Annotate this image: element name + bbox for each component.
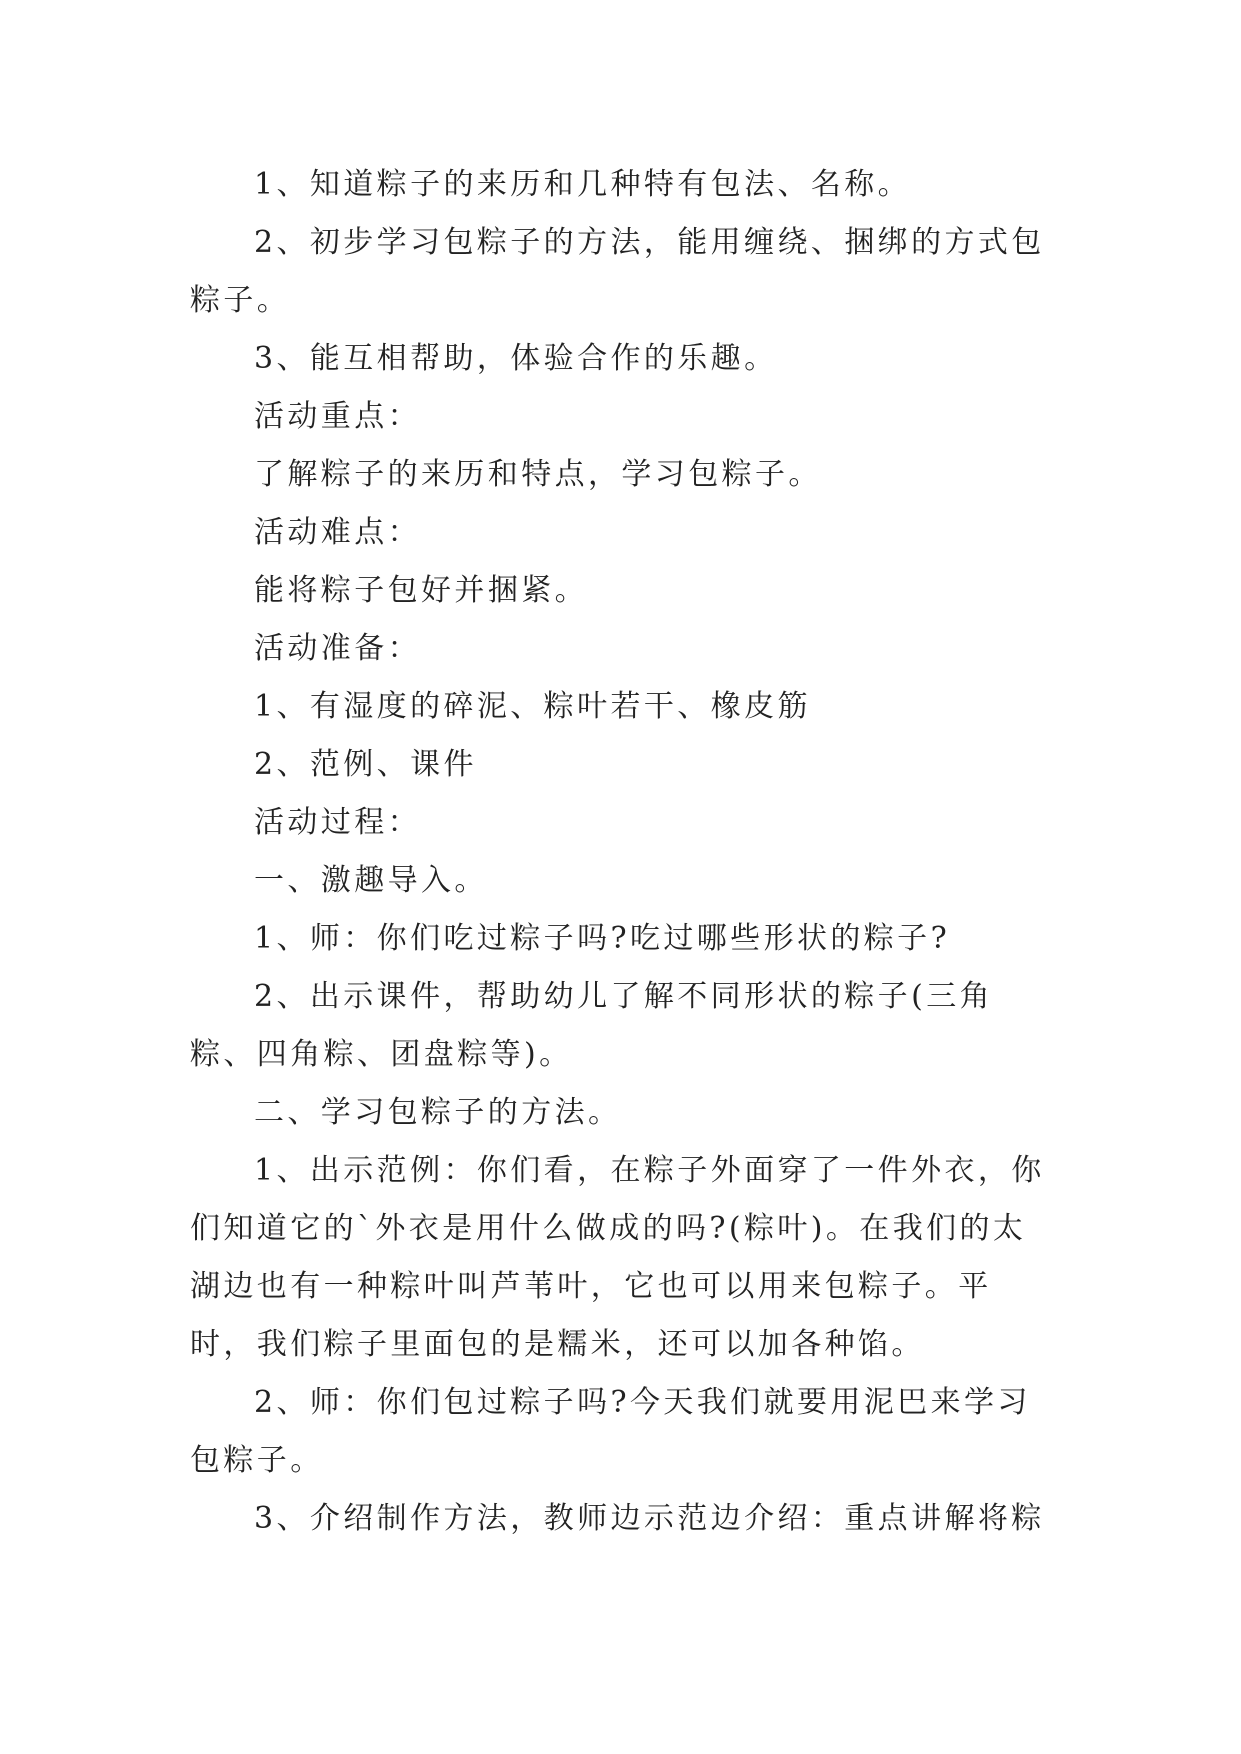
document-body <box>190 156 1050 1548</box>
process-heading: 活动过程： <box>254 805 421 840</box>
objective-3: 3、能互相帮助，体验合作的乐趣。 <box>254 341 778 376</box>
section-1-step-1: 1、师：你们吃过粽子吗?吃过哪些形状的粽子? <box>254 921 951 956</box>
key-point-text: 了解粽子的来历和特点，学习包粽子。 <box>254 457 822 492</box>
objective-2: 2、初步学习包粽子的方法，能用缠绕、捆绑的方式包粽子。 <box>190 225 1045 318</box>
section-2-step-1: 1、出示范例：你们看，在粽子外面穿了一件外衣，你们知道它的`外衣是用什么做成的吗?(粽叶)。在我们的太湖边也有一种粽叶叫芦苇叶，它也可以用来包粽子。平时，我们粽子里面包的是糯米，还可以加各种馅。 <box>190 1153 1045 1362</box>
section-1-step-2: 2、出示课件，帮助幼儿了解不同形状的粽子(三角粽、四角粽、团盘粽等)。 <box>190 979 993 1072</box>
section-2-step-3: 3、介绍制作方法，教师边示范边介绍：重点讲解将粽 <box>254 1501 1045 1536</box>
section-2-step-2: 2、师：你们包过粽子吗?今天我们就要用泥巴来学习包粽子。 <box>190 1385 1031 1478</box>
section-2-heading: 二、学习包粽子的方法。 <box>254 1095 622 1130</box>
difficulty-heading: 活动难点： <box>254 515 421 550</box>
section-1-heading: 一、激趣导入。 <box>254 863 488 898</box>
preparation-item-2: 2、范例、课件 <box>254 747 477 782</box>
key-point-heading: 活动重点： <box>254 399 421 434</box>
preparation-item-1: 1、有湿度的碎泥、粽叶若干、橡皮筋 <box>254 689 811 724</box>
difficulty-text: 能将粽子包好并捆紧。 <box>254 573 588 608</box>
objective-1: 1、知道粽子的来历和几种特有包法、名称。 <box>254 167 912 202</box>
preparation-heading: 活动准备： <box>254 631 421 666</box>
